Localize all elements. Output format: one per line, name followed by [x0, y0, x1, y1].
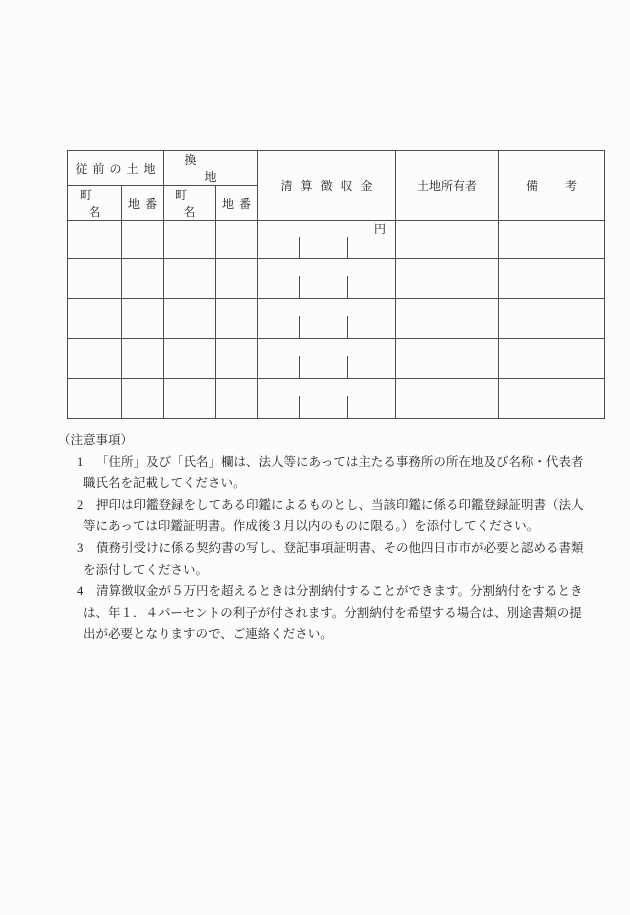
header-former-lot-number: 地番: [122, 186, 164, 221]
cell-replot-town: [164, 259, 216, 299]
note-item-4: [58, 581, 583, 646]
cell-former-lot: [122, 259, 164, 299]
cell-remarks: [499, 221, 605, 259]
cell-replot-lot: [216, 339, 258, 379]
header-replotted-lot-number: 地番: [216, 186, 258, 221]
note-text: 押印は印鑑登録をしてある印鑑によるものとし、当該印鑑に係る印鑑登録証明書（法人: [96, 497, 584, 512]
cell-landowner: [396, 339, 499, 379]
table-row: [68, 379, 605, 419]
cell-landowner: [396, 259, 499, 299]
note-number: 3: [77, 540, 84, 555]
note-item-3: [58, 538, 583, 581]
table-row: [68, 299, 605, 339]
notes-heading: （注意事項）: [58, 433, 134, 447]
digit-separator-line: [347, 356, 348, 378]
cell-remarks: [499, 339, 605, 379]
note-item-1: [58, 452, 583, 495]
digit-separator-line: [299, 356, 300, 378]
cell-remarks: [499, 259, 605, 299]
cell-settlement-amount: [258, 259, 396, 299]
note-item-2: [58, 495, 583, 538]
table-row: [68, 339, 605, 379]
header-settlement-collection: 清算徴収金: [258, 151, 396, 221]
note-text: 職氏名を記載してください。: [83, 476, 246, 491]
header-replotted-land: 換地: [164, 151, 258, 186]
cell-settlement-amount: [258, 339, 396, 379]
header-former-land: 従前の土地: [68, 151, 164, 186]
cell-remarks: [499, 379, 605, 419]
note-text: 等にあっては印鑑証明書。作成後３月以内のものに限る。）を添付してください。: [83, 519, 540, 534]
digit-separator-line: [299, 396, 300, 418]
header-remarks: 備考: [499, 151, 605, 221]
cell-former-lot: [122, 221, 164, 259]
cell-landowner: [396, 379, 499, 419]
cell-former-town: [68, 221, 122, 259]
cell-remarks: [499, 299, 605, 339]
note-text: 出が必要となりますので、ご連絡ください。: [83, 627, 333, 642]
cell-settlement-amount: [258, 379, 396, 419]
note-text: 清算徴収金が５万円を超えるときは分割納付することができます。分割納付をするとき: [96, 584, 583, 599]
digit-separator-line: [299, 237, 300, 258]
header-landowner: 土地所有者: [396, 151, 499, 221]
cell-replot-lot: [216, 299, 258, 339]
digit-separator-line: [347, 396, 348, 418]
cell-replot-town: [164, 339, 216, 379]
note-number: 1: [77, 454, 84, 469]
cell-replot-town: [164, 379, 216, 419]
settlement-collection-table: [67, 150, 605, 419]
note-text: 「住所」及び「氏名」欄は、法人等にあっては主たる事務所の所在地及び名称・代表者: [96, 454, 584, 469]
cell-settlement-amount: [258, 221, 396, 259]
cell-former-lot: [122, 379, 164, 419]
note-number: 2: [77, 497, 84, 512]
digit-separator-line: [347, 237, 348, 258]
digit-separator-line: [347, 316, 348, 338]
cell-replot-lot: [216, 379, 258, 419]
header-replotted-town-name: 町名: [164, 186, 216, 221]
header-former-town-name: 町名: [68, 186, 122, 221]
cell-replot-lot: [216, 259, 258, 299]
cell-former-town: [68, 339, 122, 379]
currency-unit-label: 円: [374, 222, 387, 236]
digit-separator-line: [299, 276, 300, 298]
table-row: [68, 259, 605, 299]
cell-replot-town: [164, 221, 216, 259]
digit-separator-line: [299, 316, 300, 338]
cell-settlement-amount: [258, 299, 396, 339]
note-text: 債務引受けに係る契約書の写し、登記事項証明書、その他四日市市が必要と認める書類: [96, 540, 584, 555]
notes-section: [58, 430, 583, 646]
cell-landowner: [396, 221, 499, 259]
cell-former-town: [68, 379, 122, 419]
cell-former-lot: [122, 339, 164, 379]
cell-former-lot: [122, 299, 164, 339]
cell-replot-town: [164, 299, 216, 339]
note-text: を添付してください。: [83, 562, 209, 577]
cell-former-town: [68, 259, 122, 299]
digit-separator-line: [347, 276, 348, 298]
header-row-groups: [68, 151, 605, 186]
table-row: [68, 221, 605, 259]
cell-replot-lot: [216, 221, 258, 259]
cell-landowner: [396, 299, 499, 339]
note-text: は、年１．４パーセントの利子が付されます。分割納付を希望する場合は、別途書類の提: [83, 605, 582, 620]
note-number: 4: [77, 584, 84, 599]
cell-former-town: [68, 299, 122, 339]
